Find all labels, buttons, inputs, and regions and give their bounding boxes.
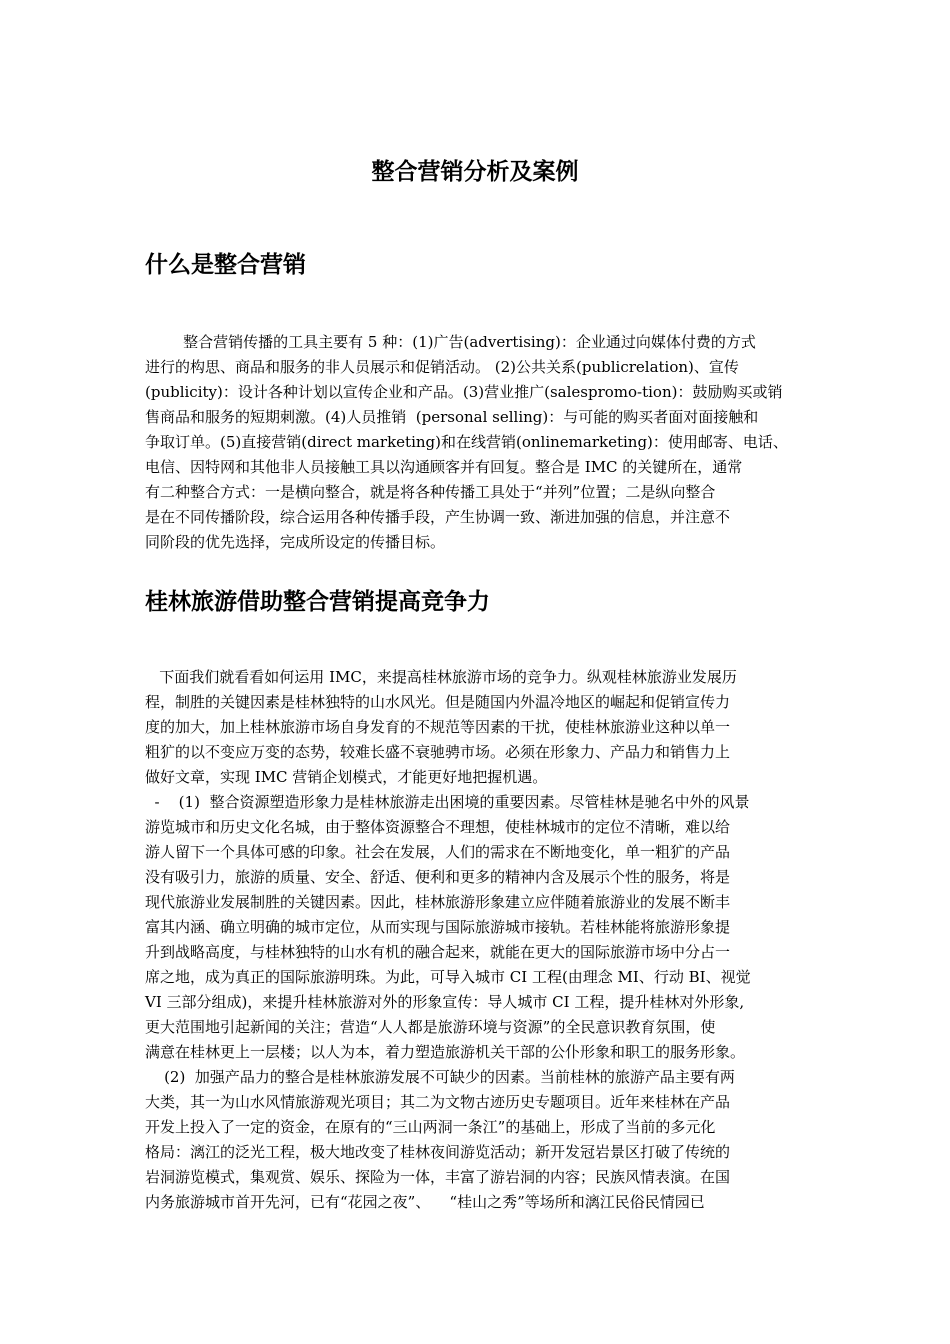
text-line: 内务旅游城市首开先河，已有“花园之夜”、 “桂山之秀”等场所和漓江民俗民情园已 <box>145 1193 705 1211</box>
text-line: 下面我们就看看如何运用 IMC，来提高桂林旅游市场的竞争力。纵观桂林旅游业发展历 <box>145 668 737 686</box>
text-line: 现代旅游业发展制胜的关键因素。因此，桂林旅游形象建立应伴随着旅游业的发展不断丰 <box>145 893 731 911</box>
text-line: 升到战略高度，与桂林独特的山水有机的融合起来，就能在更大的国际旅游市场中分占一 <box>145 943 731 961</box>
text-line: 同阶段的优先选择，完成所设定的传播目标。 <box>145 533 446 551</box>
text-line: 开发上投入了一定的资金，在原有的“三山两洞一条江”的基础上，形成了当前的多元化 <box>145 1118 716 1136</box>
text-line: 粗犷的以不变应万变的态势，较难长盛不衰驰骋市场。必须在形象力、产品力和销售力上 <box>145 743 731 761</box>
section-heading-guilin-tourism: 桂林旅游借助整合营销提高竞争力 <box>145 589 490 615</box>
text-line: 大类，其一为山水风情旅游观光项目；其二为文物古迹历史专题项目。近年来桂林在产品 <box>145 1093 731 1111</box>
section-heading-what-is-integrated-marketing: 什么是整合营销 <box>145 252 306 278</box>
text-line: 没有吸引力，旅游的质量、安全、舒适、便利和更多的精神内含及展示个性的服务，将是 <box>145 868 731 886</box>
text-line: 更大范围地引起新闻的关注；营造“人人都是旅游环境与资源”的全民意识教育氛围，使 <box>145 1018 716 1036</box>
text-line: 度的加大，加上桂林旅游市场自身发育的不规范等因素的干扰，使桂林旅游业这种以单一 <box>145 718 731 736</box>
text-line: (2) 加强产品力的整合是桂林旅游发展不可缺少的因素。当前桂林的旅游产品主要有两 <box>145 1068 735 1086</box>
text-line: 售商品和服务的短期刺激。(4)人员推销 (personal selling)：与可能的购买者面对面接触和 <box>145 408 759 426</box>
text-line: 满意在桂林更上一层楼；以人为本，着力塑造旅游机关干部的公仆形象和职工的服务形象。 <box>145 1043 746 1061</box>
section-body-guilin-tourism <box>145 665 815 1215</box>
text-line: 富其内涵、确立明确的城市定位，从而实现与国际旅游城市接轨。若桂林能将旅游形象提 <box>145 918 731 936</box>
text-line: 程，制胜的关键因素是桂林独特的山水风光。但是随国内外温冷地区的崛起和促销宣传力 <box>145 693 731 711</box>
text-line: 是在不同传播阶段，综合运用各种传播手段，产生协调一致、渐进加强的信息，并注意不 <box>145 508 731 526</box>
text-line: (publicity)：设计各种计划以宣传企业和产品。(3)营业推广(salespromo-tion)：鼓励购买或销 <box>145 383 783 401</box>
text-line: - (1) 整合资源塑造形象力是桂林旅游走出困境的重要因素。尽管桂林是驰名中外的风景 <box>145 793 750 811</box>
text-line: 格局：漓江的泛光工程，极大地改变了桂林夜间游览活动；新开发冠岩景区打破了传统的 <box>145 1143 731 1161</box>
text-line: 岩洞游览模式，集观赏、娱乐、探险为一体，丰富了游岩洞的内容；民族风情表演。在国 <box>145 1168 731 1186</box>
document-title: 整合营销分析及案例 <box>371 159 579 185</box>
text-line: VI 三部分组成)，来提升桂林旅游对外的形象宣传：导人城市 CI 工程，提升桂林对外形象, <box>145 993 745 1011</box>
text-line: 席之地，成为真正的国际旅游明珠。为此，可导入城市 CI 工程(由理念 MI、行动 BI、视觉 <box>145 968 751 986</box>
text-line: 游人留下一个具体可感的印象。社会在发展，人们的需求在不断地变化，单一粗犷的产品 <box>145 843 731 861</box>
text-line: 做好文章，实现 IMC 营销企划模式，才能更好地把握机遇。 <box>145 768 548 786</box>
text-line: 电信、因特网和其他非人员接触工具以沟通顾客并有回复。整合是 IMC 的关键所在，通常 <box>145 458 743 476</box>
text-line: 有二种整合方式：一是横向整合，就是将各种传播工具处于“并列”位置；二是纵向整合 <box>145 483 716 501</box>
section-body-what-is-integrated-marketing <box>145 330 815 555</box>
text-line: 争取订单。(5)直接营销(direct marketing)和在线营销(onlinemarketing)：使用邮寄、电话、 <box>145 433 788 451</box>
text-line: 进行的构思、商品和服务的非人员展示和促销活动。 (2)公共关系(publicrelation)、宣传 <box>145 358 739 376</box>
text-line: 游览城市和历史文化名城，由于整体资源整合不理想，使桂林城市的定位不清晰，难以给 <box>145 818 731 836</box>
text-line: 整合营销传播的工具主要有 5 种：(1)广告(advertising)：企业通过向媒体付费的方式 <box>145 333 756 351</box>
